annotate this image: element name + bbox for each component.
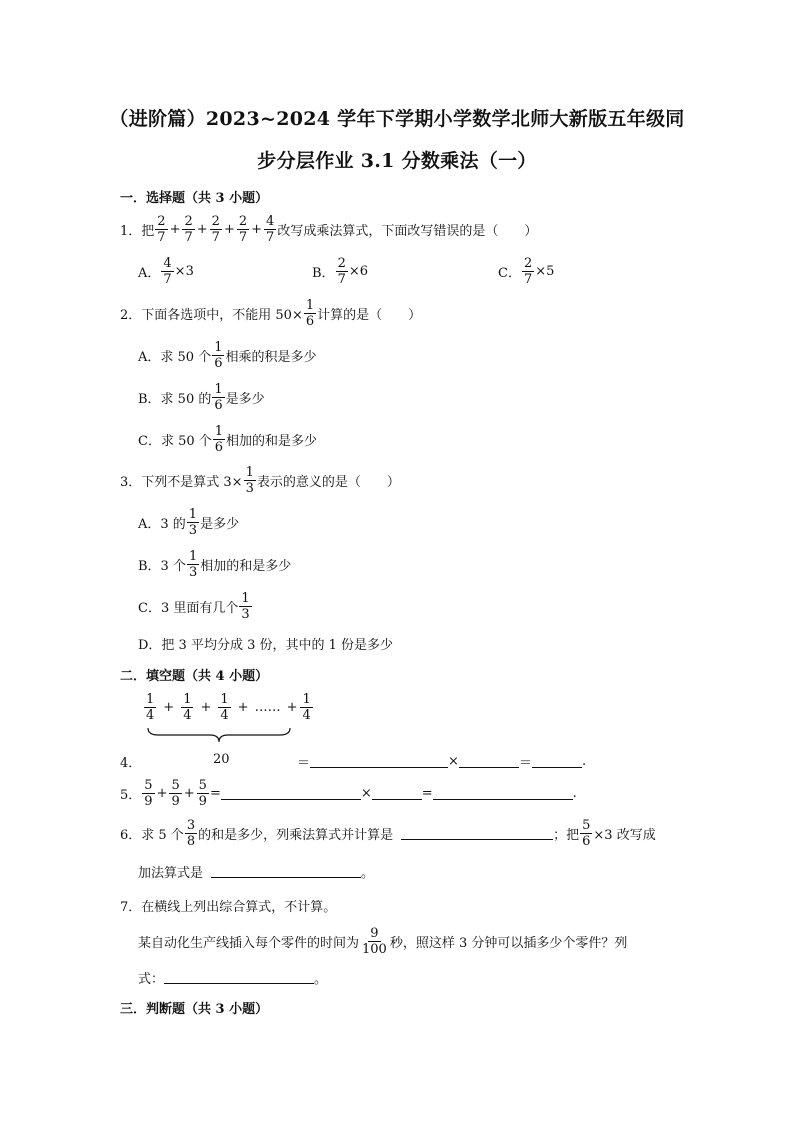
q2-option-a xyxy=(138,340,317,371)
option-text-pre: B．求 50 的 xyxy=(138,392,212,407)
plus-sign: + xyxy=(169,222,181,237)
q3-option-c xyxy=(138,591,253,622)
q5-fraction: $\frac{5}{9}$ xyxy=(198,778,207,809)
q4-fraction: $\frac{1}{4}$ xyxy=(220,692,229,723)
option-fraction: $\frac{1}{3}$ xyxy=(241,591,250,622)
option-label: C． xyxy=(498,266,521,281)
plus-sign: + xyxy=(200,700,212,715)
question-6 xyxy=(120,818,656,849)
q7-fraction: $\frac{9}{100}$ xyxy=(362,926,387,957)
option-fraction: $\frac{2}{7}$ xyxy=(523,256,533,287)
q1-fraction-2: $\frac{2}{7}$ xyxy=(184,214,193,245)
times-sign: × xyxy=(448,754,459,769)
q2-option-b xyxy=(138,382,265,413)
q6-text-pre: 6．求 5 个 xyxy=(120,828,184,843)
q6-line-2 xyxy=(138,862,374,881)
q5-number: 5． xyxy=(120,788,142,803)
q4-fraction: $\frac{1}{4}$ xyxy=(302,692,311,723)
q1-fraction-4: $\frac{2}{7}$ xyxy=(238,214,248,245)
q3-option-d: D．把 3 平均分成 3 份，其中的 1 份是多少 xyxy=(138,638,394,653)
equals-sign: ＝ xyxy=(297,756,311,771)
q1-fraction-3: $\frac{2}{7}$ xyxy=(211,214,220,245)
q6-blank-1[interactable] xyxy=(401,827,553,840)
q6-fraction-1: $\frac{3}{8}$ xyxy=(186,818,196,849)
question-1 xyxy=(120,214,537,245)
q1-option-c xyxy=(498,256,554,287)
option-text-pre: B．3 个 xyxy=(138,559,186,574)
q3-option-b xyxy=(138,549,291,580)
period: . xyxy=(581,754,587,769)
q2-fraction: $\frac{1}{6}$ xyxy=(305,298,315,329)
q7-text-post: 秒，照这样 3 分钟可以插多少个零件？列 xyxy=(389,936,628,951)
equals-sign: = xyxy=(209,786,221,801)
q4-number: 4． xyxy=(120,756,142,771)
option-suffix: ×3 xyxy=(174,264,194,279)
option-suffix: ×6 xyxy=(348,264,369,279)
q1-option-b xyxy=(312,256,368,287)
option-fraction: $\frac{1}{6}$ xyxy=(214,340,223,371)
q5-blank-2[interactable] xyxy=(372,787,422,800)
ellipsis: …… xyxy=(254,700,281,715)
q4-fraction: $\frac{1}{4}$ xyxy=(183,692,192,723)
section-heading-fill: 二．填空题（共 4 小题） xyxy=(120,669,269,684)
q6-text-line2: 加法算式是 xyxy=(138,866,204,881)
q6-text-mid: 的和是多少，列乘法算式并计算是 xyxy=(198,828,394,843)
option-text-post: 相加的和是多少 xyxy=(226,434,318,449)
plus-sign: + xyxy=(237,700,249,715)
equals-sign: ＝ xyxy=(518,756,532,771)
q3-option-a xyxy=(138,507,239,538)
q3-text-post: 表示的意义的是（ ） xyxy=(256,475,400,490)
question-7: 7．在横线上列出综合算式，不计算。 xyxy=(120,900,337,915)
plus-sign: + xyxy=(251,222,263,237)
plus-sign: + xyxy=(163,700,175,715)
period: . xyxy=(572,786,577,801)
plus-sign: + xyxy=(286,700,298,715)
q6-text-post: ×3 改写成 xyxy=(593,828,656,843)
q2-option-c xyxy=(138,424,317,455)
q7-text-line3: 式： xyxy=(138,972,165,987)
q6-blank-2[interactable] xyxy=(211,865,361,878)
q1-option-a xyxy=(138,256,194,287)
q7-blank[interactable] xyxy=(164,971,314,984)
equals-sign: = xyxy=(421,786,433,801)
q5-blank-3[interactable] xyxy=(433,787,573,800)
option-label: B． xyxy=(312,266,335,281)
option-fraction: $\frac{1}{3}$ xyxy=(188,549,198,580)
q2-text-post: 计算的是（ ） xyxy=(317,308,422,323)
option-suffix: ×5 xyxy=(535,264,555,279)
q4-fraction: $\frac{1}{4}$ xyxy=(146,692,155,723)
q2-text-pre: 2．下面各选项中，不能用 50× xyxy=(120,308,303,323)
plus-sign: + xyxy=(223,222,235,237)
option-fraction: $\frac{4}{7}$ xyxy=(163,256,172,287)
q1-fraction-5: $\frac{4}{7}$ xyxy=(266,214,275,245)
q7-line-3 xyxy=(138,968,327,987)
plus-sign: + xyxy=(183,786,195,801)
question-2 xyxy=(120,298,421,329)
option-text-pre: A．3 的 xyxy=(138,517,186,532)
plus-sign: + xyxy=(196,222,208,237)
q5-fraction: $\frac{5}{9}$ xyxy=(171,778,180,809)
q4-answer-line xyxy=(297,752,586,771)
period: 。 xyxy=(314,972,328,987)
q3-text-pre: 3．下列不是算式 3× xyxy=(120,475,243,490)
q6-fraction-2: $\frac{5}{6}$ xyxy=(582,818,591,849)
times-sign: × xyxy=(360,786,372,801)
q3-fraction: $\frac{1}{3}$ xyxy=(245,465,254,496)
section-heading-choice: 一．选择题（共 3 小题） xyxy=(120,191,269,206)
option-text-pre: A．求 50 个 xyxy=(138,350,212,365)
option-fraction: $\frac{1}{6}$ xyxy=(214,382,223,413)
q7-line-2 xyxy=(138,926,627,957)
q4-blank-1[interactable] xyxy=(310,755,448,768)
option-label: A． xyxy=(138,266,161,281)
option-text-pre: C．求 50 个 xyxy=(138,434,212,449)
q1-fraction-1: $\frac{2}{7}$ xyxy=(157,214,166,245)
document-title-line-2: 步分层作业 3.1 分数乘法（一） xyxy=(257,150,537,172)
option-fraction: $\frac{1}{6}$ xyxy=(214,424,224,455)
brace-icon xyxy=(146,726,292,744)
option-text-post: 相加的和是多少 xyxy=(200,559,292,574)
option-text-post: 是多少 xyxy=(225,392,265,407)
option-fraction: $\frac{1}{3}$ xyxy=(188,507,198,538)
q1-text: 改写成乘法算式，下面改写错误的是（ ） xyxy=(277,224,538,239)
q4-count: 20 xyxy=(213,752,230,767)
q6-text-mid2: ；把 xyxy=(553,828,580,843)
question-5 xyxy=(120,778,577,809)
option-fraction: $\frac{2}{7}$ xyxy=(337,256,346,287)
q4-expression xyxy=(143,692,314,723)
q7-text-pre: 某自动化生产线插入每个零件的时间为 xyxy=(138,936,360,951)
q5-blank-1[interactable] xyxy=(221,787,361,800)
q4-blank-2[interactable] xyxy=(459,755,519,768)
q1-number: 1．把 xyxy=(120,224,155,239)
period: 。 xyxy=(361,866,375,881)
q4-blank-3[interactable] xyxy=(532,755,582,768)
q5-fraction: $\frac{5}{9}$ xyxy=(144,778,153,809)
plus-sign: + xyxy=(156,786,168,801)
document-title-line-1: （进阶篇）2023~2024 学年下学期小学数学北师大新版五年级同 xyxy=(109,108,685,130)
question-3 xyxy=(120,465,400,496)
option-text-post: 相乘的积是多少 xyxy=(225,350,317,365)
section-heading-judge: 三．判断题（共 3 小题） xyxy=(120,1002,269,1017)
option-text-post: 是多少 xyxy=(200,517,240,532)
option-text-pre: C．3 里面有几个 xyxy=(138,601,239,616)
